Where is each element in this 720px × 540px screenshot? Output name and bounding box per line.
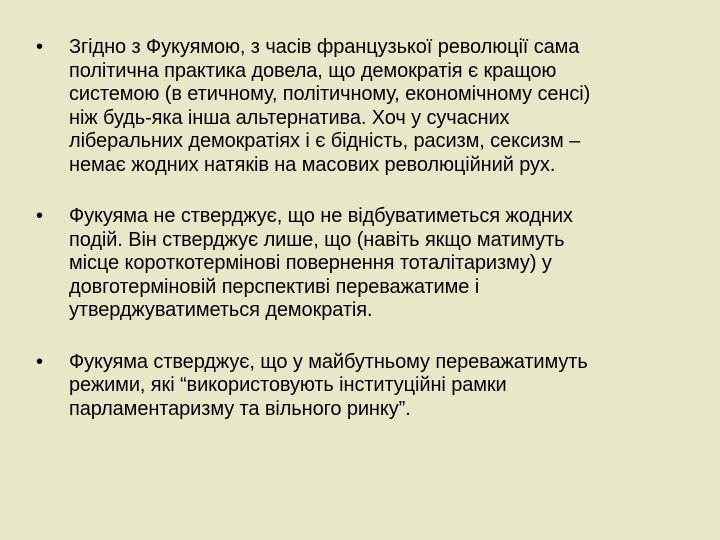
bullet-text-line: Фукуяма стверджує, що у майбутньому переважатимуть [69, 350, 588, 373]
bullet-text-line: ніж будь-яка інша альтернатива. Хоч у сучасних [69, 106, 510, 129]
bullet-text-line: парламентаризму та вільного ринку”. [69, 397, 411, 420]
bullet-text-line: утверджуватиметься демократія. [69, 299, 373, 321]
bullet-glyph: • [36, 350, 43, 373]
bullet-text-line: Згідно з Фукуямою, з часів французької революції сама [69, 36, 580, 58]
bullet-glyph: • [36, 205, 43, 227]
bullet-text-line: політична практика довела, що демократія є кращою [69, 59, 557, 82]
bullet-item [36, 36, 686, 177]
bullet-item [36, 205, 686, 323]
bullet-text-line: ліберальних демократіях і є бідність, расизм, сексизм – [69, 130, 581, 152]
bullet-text-line: режими, які “використовують інституційні рамки [69, 374, 507, 396]
bullet-item [36, 351, 686, 422]
bullet-text-line: немає жодних натяків на масових революційний рух. [69, 153, 556, 176]
bullet-text-line: системою (в етичному, політичному, економічному сенсі) [69, 83, 591, 105]
bullet-text-line: місце короткотермінові повернення тоталітаризму) у [69, 252, 552, 274]
bullet-text-line: довготерміновій перспективі переважатиме і [69, 275, 480, 298]
bullet-glyph: • [36, 36, 43, 58]
bullet-text-line: Фукуяма не стверджує, що не відбуватиметься жодних [69, 205, 573, 227]
bullet-list [36, 36, 686, 421]
bullet-text-line: подій. Він стверджує лише, що (навіть якщо матимуть [69, 228, 565, 251]
